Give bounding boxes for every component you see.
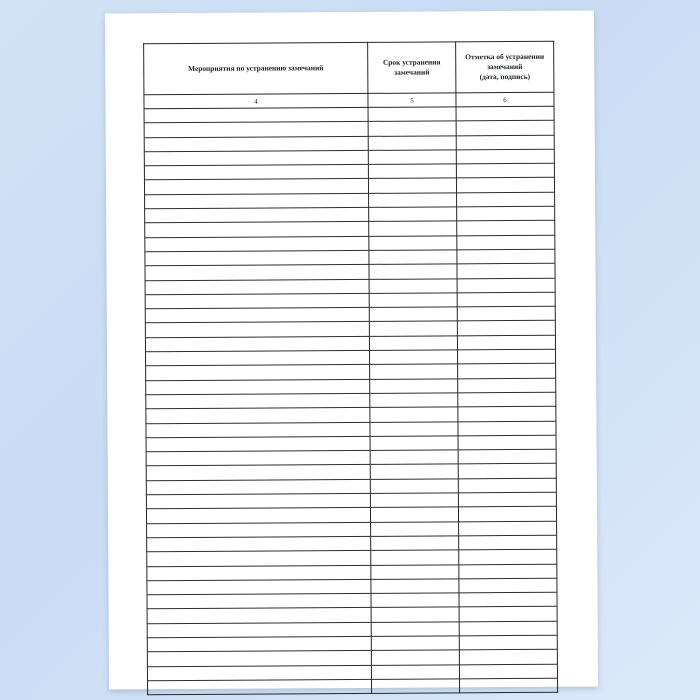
row-cell-measures[interactable] (146, 479, 370, 495)
row-cell-deadline[interactable] (370, 364, 458, 379)
row-cell-deadline[interactable] (372, 679, 460, 694)
row-cell-completion-mark[interactable] (456, 135, 554, 150)
row-cell-completion-mark[interactable] (459, 564, 557, 579)
row-cell-measures[interactable] (145, 279, 369, 295)
row-cell-measures[interactable] (146, 451, 370, 467)
row-cell-deadline[interactable] (371, 622, 459, 637)
row-cell-completion-mark[interactable] (458, 378, 556, 393)
row-cell-completion-mark[interactable] (457, 249, 555, 264)
row-cell-measures[interactable] (146, 365, 370, 381)
row-cell-deadline[interactable] (371, 521, 459, 536)
row-cell-completion-mark[interactable] (458, 421, 556, 436)
document-page (105, 11, 598, 690)
column-number-4: 4 (144, 93, 368, 108)
row-cell-deadline[interactable] (369, 321, 457, 336)
row-cell-deadline[interactable] (369, 307, 457, 322)
row-cell-deadline[interactable] (371, 664, 459, 679)
row-cell-deadline[interactable] (371, 593, 459, 608)
row-cell-deadline[interactable] (368, 107, 456, 122)
form-sheet (143, 41, 557, 696)
row-cell-measures[interactable] (145, 336, 369, 352)
row-cell-measures[interactable] (144, 136, 368, 152)
form-table (143, 41, 558, 696)
row-cell-completion-mark[interactable] (456, 121, 554, 136)
row-cell-deadline[interactable] (370, 436, 458, 451)
row-cell-completion-mark[interactable] (458, 392, 556, 407)
row-cell-completion-mark[interactable] (459, 521, 557, 536)
row-cell-completion-mark[interactable] (456, 178, 554, 193)
row-cell-completion-mark[interactable] (457, 306, 555, 321)
row-cell-measures[interactable] (144, 179, 368, 195)
column-header-completion-mark-line2: замечаний (487, 61, 523, 72)
row-cell-deadline[interactable] (371, 564, 459, 579)
row-cell-deadline[interactable] (370, 421, 458, 436)
row-cell-completion-mark[interactable] (458, 507, 556, 522)
row-cell-measures[interactable] (146, 422, 370, 438)
column-header-measures-line1: Мероприятия по устранению замечаний (188, 63, 324, 73)
row-cell-deadline[interactable] (368, 121, 456, 136)
row-cell-deadline[interactable] (371, 550, 459, 565)
row-cell-completion-mark[interactable] (459, 635, 557, 650)
row-cell-completion-mark[interactable] (459, 592, 557, 607)
row-cell-measures[interactable] (145, 236, 369, 252)
row-cell-completion-mark[interactable] (457, 221, 555, 236)
row-cell-measures[interactable] (145, 293, 369, 309)
row-cell-measures[interactable] (144, 165, 368, 181)
row-cell-completion-mark[interactable] (459, 664, 557, 679)
column-header-completion-mark-line1: Отметка об устранении (465, 51, 545, 62)
row-cell-deadline[interactable] (369, 221, 457, 236)
row-cell-completion-mark[interactable] (458, 449, 556, 464)
row-cell-measures[interactable] (146, 508, 370, 524)
column-header-completion-mark (456, 41, 554, 93)
row-cell-measures[interactable] (147, 593, 371, 609)
row-cell-deadline[interactable] (370, 450, 458, 465)
row-cell-deadline[interactable] (370, 378, 458, 393)
row-cell-completion-mark[interactable] (457, 264, 555, 279)
row-cell-measures[interactable] (146, 436, 370, 452)
row-cell-measures[interactable] (147, 522, 371, 538)
row-cell-completion-mark[interactable] (458, 349, 556, 364)
row-cell-deadline[interactable] (369, 207, 457, 222)
row-cell-deadline[interactable] (370, 479, 458, 494)
column-header-measures (144, 42, 368, 94)
row-cell-deadline[interactable] (370, 393, 458, 408)
row-cell-measures[interactable] (145, 207, 369, 223)
row-cell-measures[interactable] (147, 651, 371, 667)
row-cell-measures[interactable] (145, 322, 369, 338)
row-cell-measures[interactable] (147, 565, 371, 581)
row-cell-measures[interactable] (145, 250, 369, 266)
row-cell-completion-mark[interactable] (458, 364, 556, 379)
column-header-deadline (368, 42, 456, 94)
blank-rows-container (144, 106, 558, 695)
row-cell-deadline[interactable] (368, 150, 456, 165)
row-cell-deadline[interactable] (369, 250, 457, 265)
row-cell-deadline[interactable] (369, 293, 457, 308)
row-cell-measures[interactable] (145, 222, 369, 238)
row-cell-measures[interactable] (147, 608, 371, 624)
row-cell-completion-mark[interactable] (457, 321, 555, 336)
row-cell-measures[interactable] (145, 308, 369, 324)
row-cell-completion-mark[interactable] (458, 478, 556, 493)
row-cell-measures[interactable] (147, 551, 371, 567)
row-cell-deadline[interactable] (371, 607, 459, 622)
row-cell-completion-mark[interactable] (457, 335, 555, 350)
row-cell-completion-mark[interactable] (457, 235, 555, 250)
row-cell-measures[interactable] (145, 193, 369, 209)
row-cell-completion-mark[interactable] (458, 406, 556, 421)
row-cell-measures[interactable] (147, 636, 371, 652)
row-cell-completion-mark[interactable] (458, 464, 556, 479)
row-cell-measures[interactable] (147, 536, 371, 552)
row-cell-deadline[interactable] (371, 650, 459, 665)
row-cell-completion-mark[interactable] (456, 149, 554, 164)
row-cell-deadline[interactable] (370, 407, 458, 422)
row-cell-measures[interactable] (146, 393, 370, 409)
row-cell-measures[interactable] (146, 465, 370, 481)
row-cell-measures[interactable] (146, 493, 370, 509)
row-cell-deadline[interactable] (368, 135, 456, 150)
table-row[interactable] (148, 678, 558, 695)
row-cell-measures[interactable] (145, 265, 369, 281)
row-cell-deadline[interactable] (369, 278, 457, 293)
row-cell-measures[interactable] (144, 150, 368, 166)
row-cell-completion-mark[interactable] (459, 578, 557, 593)
row-cell-completion-mark[interactable] (459, 607, 557, 622)
column-header-deadline-line2: замечаний (394, 67, 430, 77)
row-cell-completion-mark[interactable] (456, 106, 554, 121)
column-header-deadline-line1: Срок устранения (382, 57, 441, 67)
row-cell-deadline[interactable] (369, 193, 457, 208)
row-cell-completion-mark[interactable] (456, 163, 554, 178)
column-number-5: 5 (368, 93, 456, 108)
row-cell-completion-mark[interactable] (457, 292, 555, 307)
row-cell-completion-mark[interactable] (457, 192, 555, 207)
row-cell-deadline[interactable] (370, 493, 458, 508)
row-cell-completion-mark[interactable] (457, 206, 555, 221)
row-cell-measures[interactable] (147, 579, 371, 595)
row-cell-measures[interactable] (146, 379, 370, 395)
row-cell-measures[interactable] (147, 622, 371, 638)
table-header-row (144, 41, 554, 95)
row-cell-deadline[interactable] (371, 636, 459, 651)
row-cell-measures[interactable] (148, 679, 372, 695)
row-cell-deadline[interactable] (371, 579, 459, 594)
row-cell-deadline[interactable] (371, 536, 459, 551)
row-cell-completion-mark[interactable] (459, 621, 557, 636)
row-cell-measures[interactable] (144, 107, 368, 123)
row-cell-completion-mark[interactable] (459, 535, 557, 550)
row-cell-deadline[interactable] (368, 164, 456, 179)
row-cell-measures[interactable] (146, 408, 370, 424)
row-cell-deadline[interactable] (370, 464, 458, 479)
row-cell-completion-mark[interactable] (458, 492, 556, 507)
row-cell-measures[interactable] (146, 350, 370, 366)
row-cell-completion-mark[interactable] (460, 678, 558, 693)
row-cell-deadline[interactable] (370, 507, 458, 522)
row-cell-deadline[interactable] (369, 336, 457, 351)
row-cell-deadline[interactable] (369, 264, 457, 279)
row-cell-deadline[interactable] (370, 350, 458, 365)
row-cell-deadline[interactable] (369, 236, 457, 251)
row-cell-deadline[interactable] (368, 178, 456, 193)
column-header-completion-mark-line3: (дата, подпись) (479, 71, 531, 82)
row-cell-measures[interactable] (147, 665, 371, 681)
row-cell-completion-mark[interactable] (457, 278, 555, 293)
row-cell-measures[interactable] (144, 122, 368, 138)
row-cell-completion-mark[interactable] (459, 650, 557, 665)
row-cell-completion-mark[interactable] (459, 549, 557, 564)
row-cell-completion-mark[interactable] (458, 435, 556, 450)
column-number-6: 6 (456, 92, 554, 107)
